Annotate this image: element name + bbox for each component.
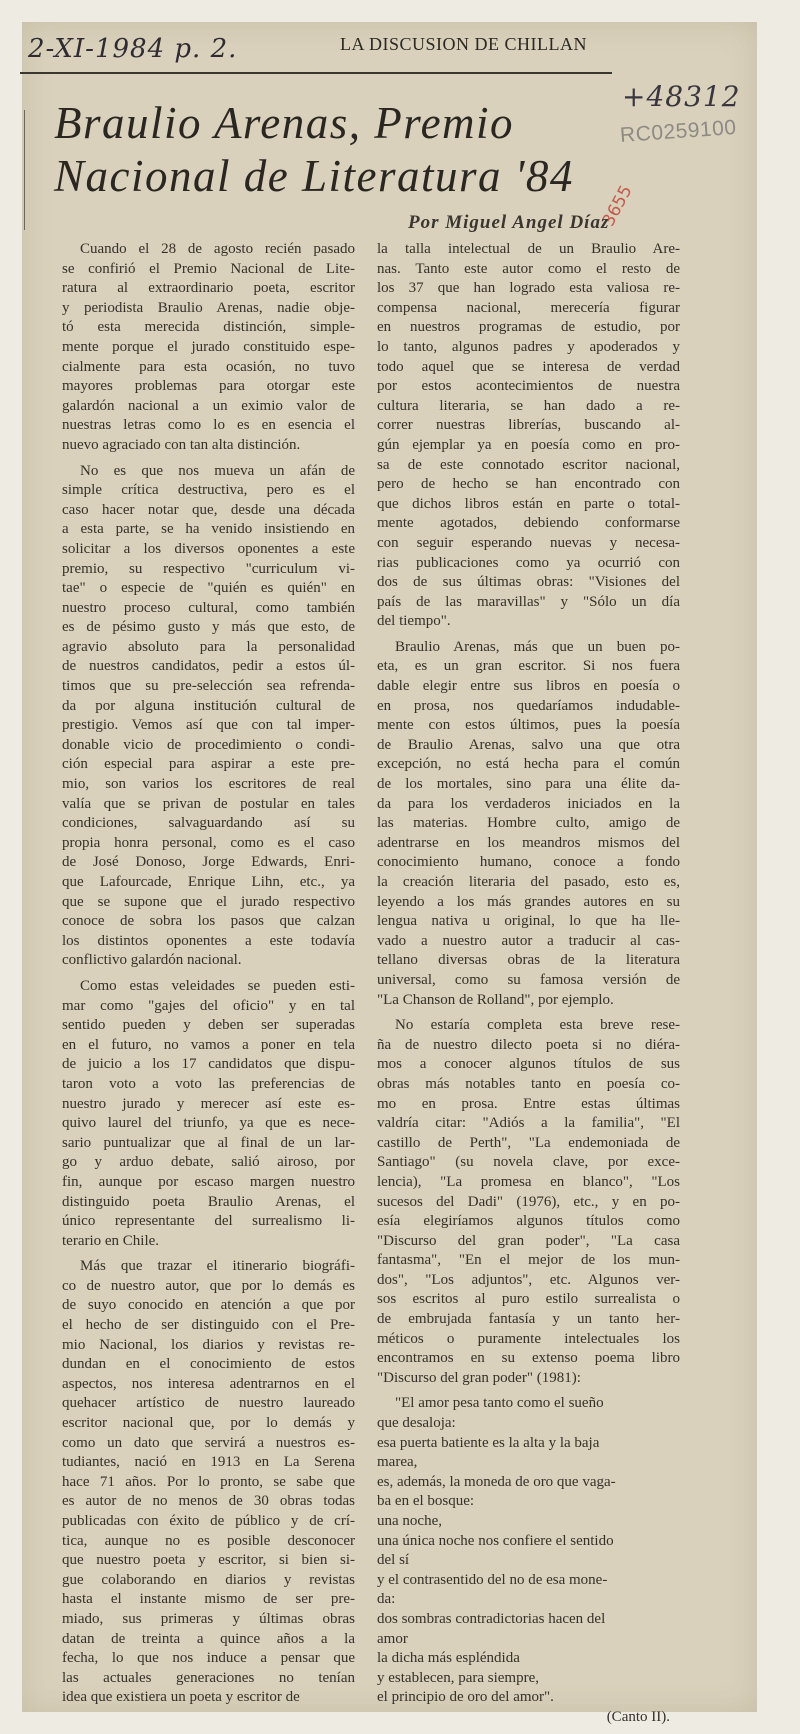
text-line: dable elegir entre sus libros en poesía o <box>377 678 680 695</box>
headline-line-2: Nacional de Literatura '84 <box>54 151 574 201</box>
text-line: mo en prosa. Entre estas últimas <box>377 1095 680 1112</box>
text-line: del tiempo". <box>377 613 451 630</box>
poem-quote <box>377 1394 680 1727</box>
text-line: dos de sus últimas obras: "Visiones del <box>377 574 680 591</box>
text-line: hasta el instante mismo de ser pre- <box>62 1591 355 1608</box>
text-line: "Discurso del gran poder", "La casa <box>377 1232 680 1249</box>
text-line: tellano diversas obras de la literatura <box>377 952 680 969</box>
text-line: Como estas veleidades se pueden esti- <box>80 977 355 994</box>
article-paragraph <box>62 462 355 971</box>
text-line: sario puntualizar que al final de un lar- <box>62 1134 355 1151</box>
poem-line: la dicha más espléndida <box>377 1650 520 1667</box>
text-line: mente porque el jurado constituido espe- <box>62 338 355 355</box>
text-line: escritor nacional que, por lo demás y <box>62 1415 355 1432</box>
text-line: simple crítica destructiva, pero es el <box>62 482 355 499</box>
text-line: de Braulio Arenas, salvo una que otra <box>377 736 680 753</box>
text-line: vado a nuestro autor a traducir al cas- <box>377 932 680 949</box>
text-line: aspectos, nos interesa adentrarnos en el <box>62 1375 355 1392</box>
text-line: nuestro proceso cultural, como también <box>62 599 355 616</box>
text-line: eta, es un gran escritor. Si nos fuera <box>377 658 680 675</box>
masthead-rule <box>20 72 612 74</box>
handwritten-catalog-number: +48312 <box>622 80 741 113</box>
poem-line: una noche, <box>377 1513 442 1529</box>
text-line: de juicio a los 17 candidatos que dispu- <box>62 1056 355 1073</box>
poem-line: es, además, la moneda de oro que vaga- <box>377 1473 616 1490</box>
poem-line: que desaloja: <box>377 1415 456 1432</box>
text-line: sucesos del Dadi" (1976), etc., y en po- <box>377 1193 680 1210</box>
text-line: Braulio Arenas, más que un buen po- <box>395 638 680 655</box>
text-line: encontramos en su extenso poema libro <box>377 1350 680 1367</box>
text-line: gue colaborando en diarios y revistas <box>62 1571 355 1588</box>
text-line: a esta parte, se ha venido insistiendo en <box>62 521 355 538</box>
text-line: leyendo a los más grandes autores en su <box>377 893 680 910</box>
text-line: mayores problemas para otorgar este <box>62 378 355 395</box>
text-line: donable vicio de procedimiento o condi- <box>62 736 355 753</box>
text-line: Santiago" (su novela clave, por exce- <box>377 1154 680 1171</box>
text-line: tudiantes, nació en 1913 en La Serena <box>62 1454 355 1471</box>
text-line: "La Chanson de Rolland", por ejemplo. <box>377 991 614 1008</box>
text-line: como un dato que servirá a nuestros es- <box>62 1434 355 1451</box>
text-line: fin, aunque por escaso margen nuestro <box>62 1173 355 1190</box>
text-line: todo aquel que se interesa de verdad <box>377 358 680 375</box>
text-line: la talla intelectual de un Braulio Are- <box>377 241 680 257</box>
text-line: distinguido poeta Braulio Arenas, el <box>62 1193 355 1210</box>
text-line: idea que existiera un poeta y escritor de <box>62 1689 300 1706</box>
article-paragraph <box>377 638 680 1010</box>
poem-line: da: <box>377 1591 396 1608</box>
text-line: excepción, no está hecha para el común <box>377 756 680 773</box>
text-line: los 37 que han logrado esta valiosa re- <box>377 280 680 297</box>
article-column-left <box>62 240 355 1714</box>
poem-line: esa puerta batiente es la alta y la baja <box>377 1434 600 1451</box>
text-line: ción especial para aspirar a este pre- <box>62 756 355 773</box>
text-line: méticos o puramente intelectuales los <box>377 1330 680 1347</box>
article-paragraph <box>62 1257 355 1708</box>
text-line: taron voto a voto las preferencias de <box>62 1075 355 1092</box>
text-line: solicitar a los diversos oponentes a este <box>62 540 355 557</box>
text-line: premio, su respectivo "curriculum vi- <box>62 560 355 577</box>
text-line: nuevo agraciado con tan alta distinción. <box>62 436 301 453</box>
archive-stamp-code: RC0259100 <box>619 115 738 148</box>
text-line: se confirió el Premio Nacional de Lite- <box>62 260 355 277</box>
text-line: tae" o especie de "quién es quién" en <box>62 580 355 597</box>
byline: Por Miguel Angel Díaz <box>408 212 610 233</box>
text-line: Más que trazar el itinerario biográfi- <box>80 1258 355 1275</box>
text-line: condiciones, salvaguardando así su <box>62 815 355 832</box>
text-line: compensa nacional, merecería figurar <box>377 299 680 316</box>
article-paragraph <box>62 977 355 1251</box>
text-line: da por alguna institución cultural de <box>62 697 355 714</box>
text-line: timos que su pre-selección sea refrenda- <box>62 678 355 695</box>
handwritten-date: 2-XI-1984 p. 2. <box>28 34 238 64</box>
text-line: con seguir esperando nuevas y necesa- <box>377 534 680 551</box>
text-line: universal, como su famosa versión de <box>377 971 680 988</box>
text-line: mio, son varios los escritores de real <box>62 776 355 793</box>
text-line: lencia), "La promesa en blanco", "Los <box>377 1173 680 1190</box>
text-line: país de las maravillas" y "Sólo un día <box>377 593 680 610</box>
text-line: hace 71 años. Por lo pronto, se sabe que <box>62 1473 355 1490</box>
headline-line-1: Braulio Arenas, Premio <box>54 98 515 148</box>
text-line: castillo de Perth", "La endemoniada de <box>377 1134 680 1151</box>
text-line: publicadas con éxito de público y de crí- <box>62 1513 355 1529</box>
text-line: obras más notables tanto en poesía co- <box>377 1075 680 1092</box>
text-line: mar como "gajes del oficio" y en tal <box>62 997 355 1014</box>
text-line: prestigio. Vemos así que con tal imper- <box>62 717 355 734</box>
text-line: sos escritos al puro estilo surrealista o <box>377 1291 680 1308</box>
text-line: terario en Chile. <box>62 1232 160 1249</box>
text-line: es de pésimo gusto y más que esto, de <box>62 619 355 636</box>
text-line: "Discurso del gran poder" (1981): <box>377 1369 581 1386</box>
text-line: nuestras letras como lo es en esencia el <box>62 417 355 434</box>
article-paragraph <box>377 1016 680 1388</box>
text-line: es autor de no menos de 30 obras todas <box>62 1493 355 1510</box>
text-line: en nuestros programas de estudio, por <box>377 319 680 336</box>
text-line: mio Nacional, los diarios y revistas re- <box>62 1336 355 1353</box>
text-line: dundan en el conocimiento de estos <box>62 1356 355 1373</box>
text-line: nas. Tanto este autor como el resto de <box>377 260 680 277</box>
text-line: valía que se privan de postular en tales <box>62 795 355 812</box>
text-line: mente con estos últimos, pues la poesía <box>377 717 680 734</box>
text-line: de José Donoso, Jorge Edwards, Enri- <box>62 854 355 871</box>
poem-line: ba en el bosque: <box>377 1493 475 1510</box>
text-line: cialmente para esta ocasión, no tuvo <box>62 358 355 375</box>
text-line: quivo laurel del triunfo, ya que es nece- <box>62 1115 355 1132</box>
text-line: tó esta merecida distinción, simple- <box>62 319 355 336</box>
text-line: adentrarse en los meandros mismos del <box>377 834 680 851</box>
text-line: da para los verdaderos iniciados en la <box>377 795 680 812</box>
text-line: las actuales generaciones no tenían <box>62 1669 355 1686</box>
text-line: los distintos oponentes a este todavía <box>62 932 355 949</box>
text-line: por estos acontecimientos de nuestra <box>377 378 680 395</box>
text-line: sa de este connotado escritor nacional, <box>377 456 680 473</box>
text-line: galardón nacional a un eximio valor de <box>62 397 355 414</box>
text-line: correr nuestras librerías, buscando al- <box>377 417 680 434</box>
poem-line: dos sombras contradictorias hacen del <box>377 1610 606 1627</box>
text-line: que nuestro poeta y escritor, si bien si- <box>62 1552 355 1569</box>
text-line: mente agotados, debiendo conformarse <box>377 515 680 532</box>
red-pencil-mark: 3655 <box>598 182 637 230</box>
poem-line: y el contrasentido del no de esa mone- <box>377 1571 608 1588</box>
text-line: miado, sus primeras y últimas obras <box>62 1610 355 1627</box>
text-line: rias publicaciones como ya ocurrió con <box>377 554 680 571</box>
poem-line: amor <box>377 1630 408 1647</box>
text-line: co de nuestro autor, que por lo demás es <box>62 1277 355 1294</box>
text-line: agravio absoluto para la personalidad <box>62 638 355 655</box>
text-line: y periodista Braulio Arenas, nadie obje- <box>62 299 355 316</box>
text-line: sentido pueden y deben ser superadas <box>62 1017 355 1034</box>
poem-source: (Canto II). <box>606 1708 670 1725</box>
text-line: propia honra personal, como es el caso <box>62 834 355 851</box>
text-line: de embrujada fantasía y un tanto her- <box>377 1311 680 1328</box>
clipping-edge-line <box>24 110 25 230</box>
text-line: de nuestros candidatos, pedir a estos úl- <box>62 658 355 675</box>
text-line: quehacer artístico de nuestro laureado <box>62 1395 355 1412</box>
text-line: mos a conocer algunos títulos de sus <box>377 1056 680 1073</box>
text-line: go y arduo debate, salió airoso, por <box>62 1154 355 1171</box>
text-line: conoce de sobra los pasos que calzan <box>62 913 355 930</box>
text-line: conflictivo galardón nacional. <box>62 952 242 969</box>
text-line: pero de hecho se han encontrado con <box>377 476 680 493</box>
text-line: en prosa, nos quedaríamos indudable- <box>377 697 680 714</box>
poem-line: y establecen, para siempre, <box>377 1669 540 1686</box>
text-line: el hecho de ser distinguido con el Pre- <box>62 1317 355 1334</box>
text-line: conocimiento humano, conoce a fondo <box>377 854 680 871</box>
article-column-right <box>377 240 680 1734</box>
article-paragraph <box>377 240 680 632</box>
text-line: las materias. Hombre culto, amigo de <box>377 815 680 832</box>
newspaper-masthead: LA DISCUSION DE CHILLAN <box>340 34 587 54</box>
text-line: que dichos libros están en parte o total- <box>377 495 680 512</box>
text-line: que se supone que el jurado respectivo <box>62 893 355 910</box>
text-line: valdría citar: "Adiós a la familia", "El <box>377 1115 680 1132</box>
text-line: tica, aunque no es posible desconocer <box>62 1532 355 1549</box>
text-line: de los mortales, sino para una élite da- <box>377 776 680 793</box>
text-line: ña de nuestro dilecto poeta si no diéra- <box>377 1036 680 1053</box>
poem-line: del sí <box>377 1552 410 1569</box>
text-line: fecha, lo que nos induce a pensar que <box>62 1650 355 1667</box>
text-line: de suyo conocido en atención a que por <box>62 1297 355 1314</box>
text-line: Cuando el 28 de agosto recién pasado <box>80 241 355 257</box>
text-line: gún ejemplar ya en poesía como en pro- <box>377 436 680 453</box>
text-line: la creación literaria del pasado, esto es, <box>377 874 680 890</box>
poem-line: "El amor pesa tanto como el sueño <box>395 1395 604 1412</box>
text-line: fantasma", "En el mejor de los mun- <box>377 1252 680 1269</box>
text-line: ratura al extraordinario poeta, escritor <box>62 280 355 297</box>
article-paragraph <box>62 240 355 456</box>
text-line: nuestro jurado y merecer así este es- <box>62 1095 355 1112</box>
text-line: esía elegiríamos algunos títulos como <box>377 1213 680 1230</box>
text-line: dos", "Los adjuntos", etc. Algunos ver- <box>377 1271 680 1288</box>
text-line: cultura literaria, se han dado a re- <box>377 397 680 414</box>
text-line: datan de treinta a quince años a la <box>62 1630 355 1647</box>
poem-line: el principio de oro del amor". <box>377 1689 554 1706</box>
text-line: No estaría completa esta breve rese- <box>395 1017 680 1034</box>
text-line: No es que nos mueva un afán de <box>80 462 355 479</box>
text-line: que Lafourcade, Enrique Lihn, etc., ya <box>62 874 355 890</box>
poem-line: marea, <box>377 1454 418 1471</box>
text-line: único representante del surrealismo li- <box>62 1213 355 1230</box>
text-line: caso hacer notar que, desde una década <box>62 501 355 518</box>
text-line: en el futuro, no vamos a poner en tela <box>62 1036 355 1053</box>
poem-line: una única noche nos confiere el sentido <box>377 1532 614 1549</box>
text-line: lo tanto, algunos padres y apoderados y <box>377 338 680 355</box>
text-line: lengua nativa u original, lo que ha lle- <box>377 913 680 930</box>
